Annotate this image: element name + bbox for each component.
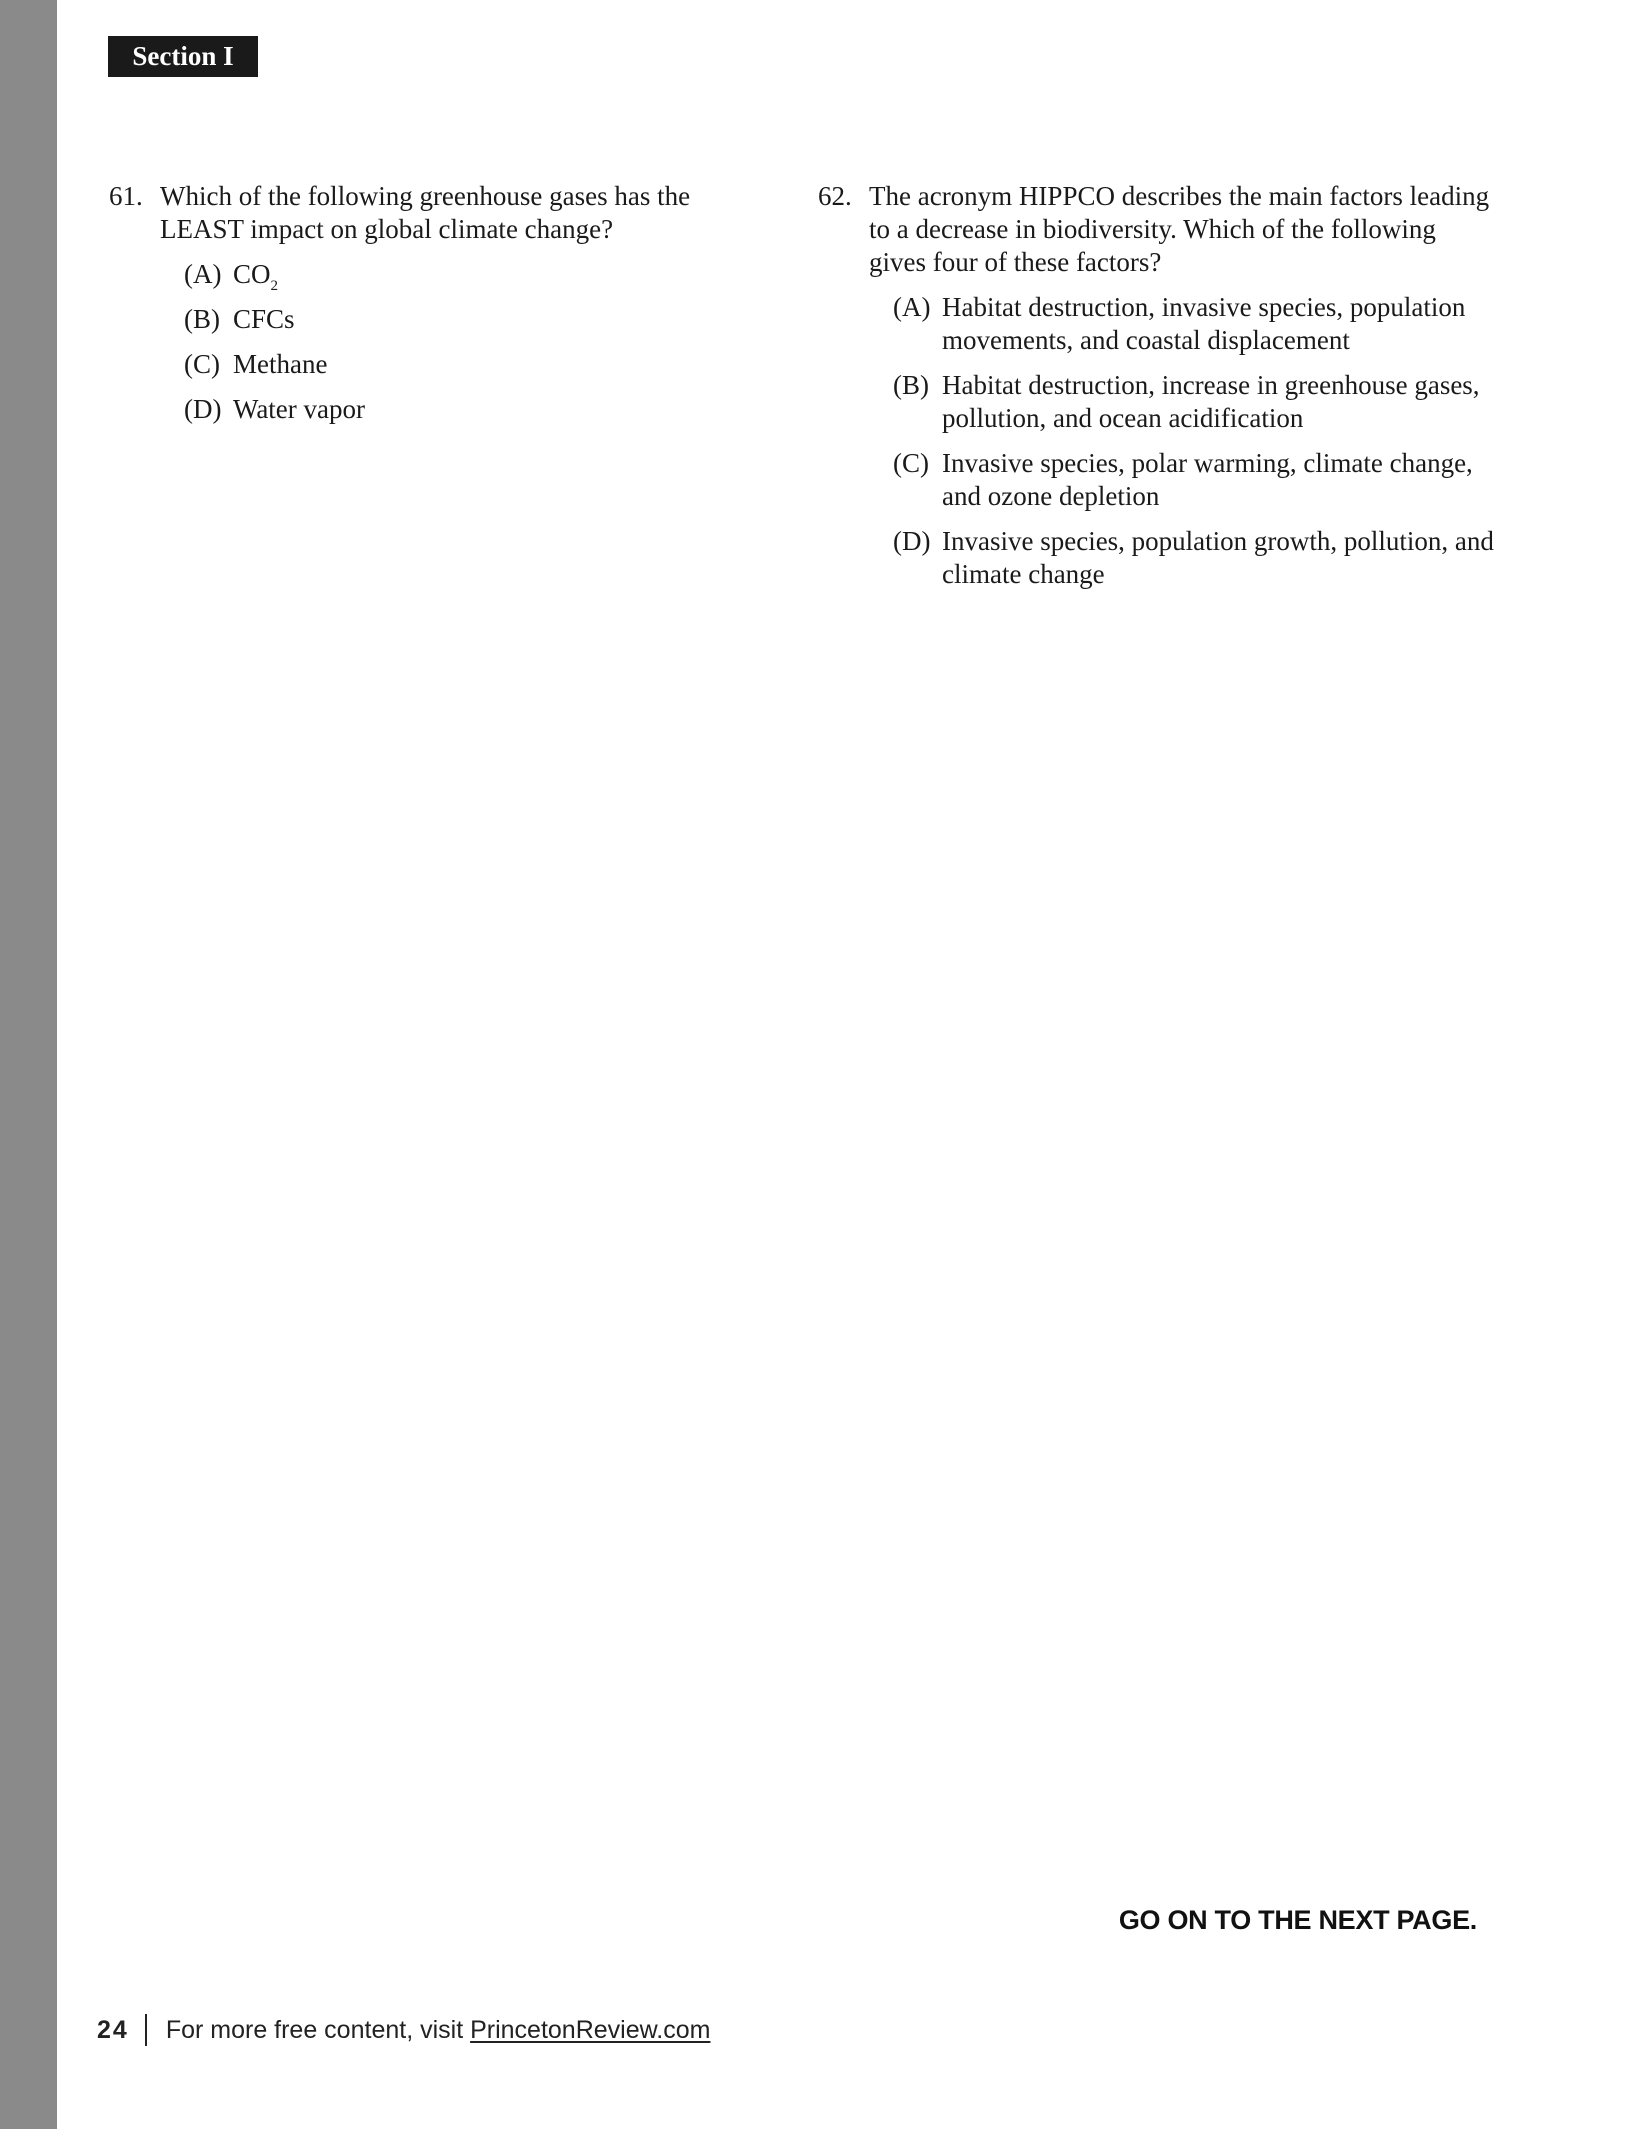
choice-letter: (D) [893, 526, 931, 556]
choice-text: Water vapor [233, 394, 366, 424]
choice-letter: (A) [893, 292, 931, 322]
page-footer [97, 2011, 710, 2049]
question-number: 62. [818, 181, 852, 211]
choice-text: CFCs [233, 304, 295, 334]
choice-letter: (A) [184, 259, 222, 289]
choice-text-main: CO [233, 259, 271, 289]
choice-text: Invasive species, population growth, pollution, and climate change [942, 526, 1494, 589]
choice-letter: (C) [184, 349, 220, 379]
answer-choices [893, 291, 1498, 591]
choice-letter: (D) [184, 394, 222, 424]
choice-subscript: 2 [270, 278, 279, 294]
choice-text: Methane [233, 349, 328, 379]
question-stem [109, 180, 749, 246]
footer-divider [145, 2014, 147, 2046]
answer-choice-a[interactable] [893, 291, 1498, 357]
question-text: Which of the following greenhouse gases has the LEAST impact on global climate change? [160, 181, 691, 244]
choice-letter: (B) [893, 370, 929, 400]
section-label: Section I [108, 36, 258, 77]
footer-link[interactable]: PrincetonReview.com [470, 2015, 711, 2044]
answer-choice-b[interactable] [184, 303, 749, 336]
question-61 [109, 180, 749, 438]
side-margin-bar [0, 0, 57, 2129]
footer-text: For more free content, visit [165, 2015, 471, 2044]
choice-text: Habitat destruction, increase in greenhouse gases, pollution, and ocean acidification [942, 370, 1480, 433]
answer-choice-b[interactable] [893, 369, 1498, 435]
question-62 [818, 180, 1498, 603]
answer-choice-c[interactable] [184, 348, 749, 381]
answer-choices [184, 258, 749, 426]
question-text: The acronym HIPPCO describes the main factors leading to a decrease in biodiversity. Which of the following gives four of these factors? [869, 181, 1490, 277]
answer-choice-c[interactable] [893, 447, 1498, 513]
answer-choice-a[interactable] [184, 258, 749, 294]
page-number: 24 [97, 2015, 129, 2044]
go-on-notice: GO ON TO THE NEXT PAGE. [1118, 1905, 1477, 1935]
answer-choice-d[interactable] [893, 525, 1498, 591]
choice-text: Invasive species, polar warming, climate change, and ozone depletion [942, 448, 1473, 511]
choice-text: Habitat destruction, invasive species, population movements, and coastal displacement [942, 292, 1466, 355]
choice-letter: (B) [184, 304, 220, 334]
choice-text [233, 258, 749, 294]
question-number: 61. [109, 181, 143, 211]
answer-choice-d[interactable] [184, 393, 749, 426]
question-stem [818, 180, 1498, 279]
choice-letter: (C) [893, 448, 929, 478]
